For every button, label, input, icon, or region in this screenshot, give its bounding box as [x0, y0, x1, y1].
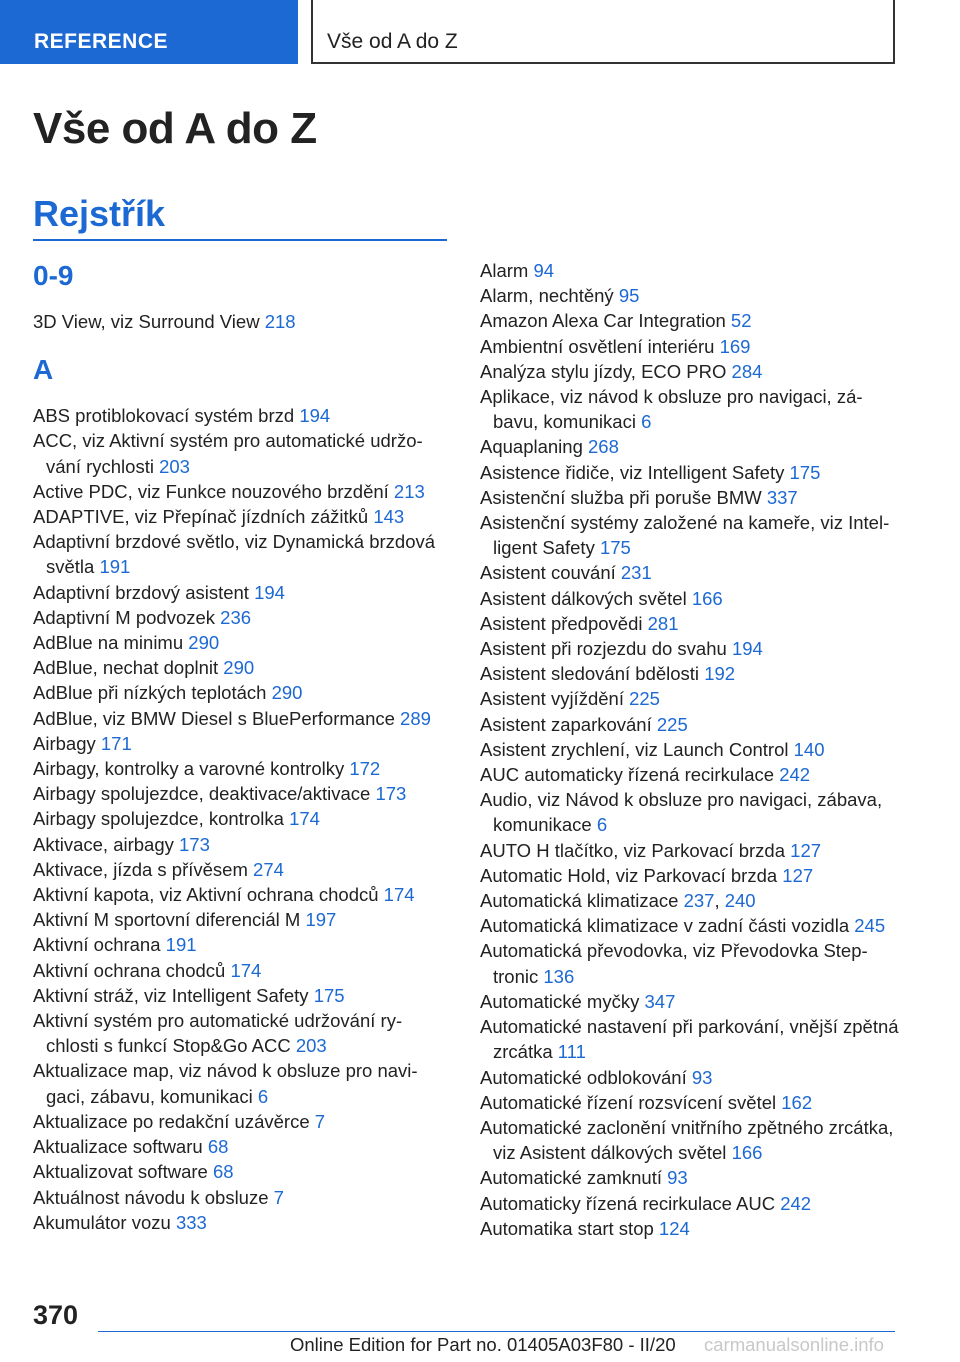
index-entry — [33, 832, 447, 857]
index-entry — [480, 258, 900, 283]
page-link[interactable]: 347 — [644, 990, 676, 1012]
page-link[interactable]: 192 — [704, 663, 736, 685]
index-entry — [480, 510, 900, 560]
index-entry — [480, 611, 900, 636]
index-entry — [33, 630, 447, 655]
index-entry — [480, 1191, 900, 1216]
index-entry — [480, 938, 900, 988]
index-entry — [33, 756, 447, 781]
index-entry — [33, 1109, 447, 1134]
entry-term: Aktivní M sportovní diferenciál M — [33, 909, 306, 931]
index-entry — [33, 403, 447, 428]
page-link[interactable]: 281 — [647, 612, 679, 634]
entry-term: Automatické zamknutí — [480, 1167, 668, 1189]
entry-term: Aktualizace map, viz návod k obsluze pro navigaci, zábavu, komunikaci — [33, 1060, 418, 1107]
page-link[interactable]: 6 — [641, 411, 652, 433]
page-link[interactable]: 93 — [667, 1167, 688, 1189]
index-entry — [33, 882, 447, 907]
index-entry — [33, 706, 447, 731]
page-link[interactable]: 127 — [782, 864, 814, 886]
entry-term: Asistent dálkových světel — [480, 587, 692, 609]
page-link[interactable]: 172 — [349, 758, 381, 780]
entry-term: Asistent při rozjezdu do svahu — [480, 638, 732, 660]
entry-term: 3D View, viz Surround View — [33, 311, 265, 332]
page-link[interactable]: 68 — [212, 1161, 234, 1183]
page-link[interactable]: 290 — [188, 632, 220, 654]
entry-term: Asistent couvání — [480, 562, 621, 584]
index-entry — [480, 283, 900, 308]
page-link[interactable]: 191 — [99, 556, 131, 578]
page-link[interactable]: 111 — [557, 1041, 586, 1063]
page-link[interactable]: 166 — [731, 1142, 763, 1164]
entry-term: Airbagy spolujezdce, deaktivace/aktivace — [33, 783, 376, 805]
index-subtitle: Rejstřík — [33, 193, 166, 234]
entry-term: Automatické odblokování — [480, 1066, 692, 1088]
page-link[interactable]: 240 — [724, 890, 756, 912]
entry-term: Audio, viz Návod k obsluze pro navigaci, zábava, komunikace — [480, 789, 883, 836]
page-link[interactable]: 6 — [257, 1085, 269, 1107]
entry-term: Aktualizace softwaru — [33, 1136, 208, 1158]
page-link[interactable]: 52 — [730, 310, 752, 332]
page-link[interactable]: 174 — [230, 959, 262, 981]
page-separator: , — [714, 890, 725, 912]
index-entry — [480, 308, 900, 333]
entry-term: Adaptivní M podvozek — [33, 606, 221, 628]
index-entry — [480, 1165, 900, 1190]
page-link[interactable]: 203 — [295, 1035, 327, 1057]
entry-term: Asistent zrychlení, viz Launch Control — [480, 738, 794, 760]
entry-term: Asistenční systémy založené na kameře, viz Intelligent Safety — [480, 512, 890, 559]
entry-term: Automatika start stop — [480, 1217, 659, 1239]
letter-heading-0-9: 0-9 — [33, 260, 74, 291]
index-entry — [480, 1216, 900, 1241]
index-entry — [480, 636, 900, 661]
page-link[interactable]: 136 — [543, 965, 575, 987]
entry-term: Aktivní systém pro automatické udržování rychlosti s funkcí Stop&Go ACC — [33, 1010, 403, 1057]
entry-term: Automatická klimatizace v zadní části vozidla — [480, 915, 855, 937]
page-number: 370 — [33, 1300, 79, 1330]
index-entry — [480, 460, 900, 485]
page-link[interactable]: 171 — [100, 732, 132, 754]
entry-term: Aquaplaning — [480, 436, 589, 458]
index-entry — [33, 309, 447, 334]
entry-term: Asistent vyjíždění — [480, 688, 630, 710]
page-title: Vše od A do Z — [33, 104, 317, 153]
page-link[interactable]: 127 — [790, 839, 822, 861]
page-link[interactable]: 124 — [658, 1217, 690, 1239]
index-entry — [480, 1115, 900, 1165]
entry-term: Aktualizovat software — [33, 1161, 213, 1183]
entry-term: AdBlue, viz BMW Diesel s BluePerformance — [33, 707, 401, 729]
entry-term: Adaptivní brzdový asistent — [33, 581, 255, 603]
page-link[interactable]: 203 — [159, 455, 190, 477]
page-link[interactable]: 93 — [691, 1066, 713, 1088]
index-entry — [480, 661, 900, 686]
entry-term: Automatické zaclonění vnitřního zpětného zrcátka, viz Asistent dálkových světel — [480, 1116, 894, 1164]
index-entry — [480, 863, 900, 888]
entry-term: Analýza stylu jízdy, ECO PRO — [480, 360, 732, 382]
entry-term: Airbagy, kontrolky a varovné kontrolky — [33, 758, 350, 780]
page-link[interactable]: 166 — [691, 587, 723, 609]
entry-term: AUC automaticky řízená recirkulace — [480, 764, 780, 786]
page-link[interactable]: 245 — [854, 915, 886, 937]
entry-term: Adaptivní brzdové světlo, viz Dynamická brzdová světla — [33, 531, 436, 578]
page-link[interactable]: 173 — [179, 833, 210, 855]
entry-term: Automatic Hold, viz Parkovací brzda — [480, 864, 783, 886]
watermark: carmanualsonline.info — [700, 1334, 960, 1362]
index-entry — [480, 838, 900, 863]
page-link[interactable]: 231 — [620, 562, 652, 584]
page-link[interactable]: 284 — [731, 360, 763, 382]
page-link[interactable]: 95 — [618, 285, 640, 307]
page-link[interactable]: 175 — [789, 461, 821, 483]
entry-term: Aktivní ochrana — [33, 934, 166, 956]
index-entry — [33, 580, 447, 605]
index-entry — [33, 781, 447, 806]
index-entry — [480, 1065, 900, 1090]
page-link[interactable]: 143 — [373, 506, 405, 528]
page-link[interactable]: 169 — [719, 335, 751, 357]
entry-term: Asistent předpovědi — [480, 612, 648, 634]
index-entry — [480, 888, 900, 913]
page-link[interactable]: 290 — [223, 657, 255, 679]
page-link[interactable]: 174 — [383, 884, 415, 906]
entry-term: AdBlue, nechat doplnit — [33, 657, 224, 679]
entry-term: ACC, viz Aktivní systém pro automatické udržování rychlosti — [33, 430, 423, 477]
entry-term: Akumulátor vozu — [33, 1211, 176, 1233]
page-link[interactable]: 290 — [271, 682, 303, 704]
page-link[interactable]: 7 — [273, 1186, 284, 1208]
index-entry — [33, 605, 447, 630]
page-link[interactable]: 268 — [588, 436, 619, 458]
page-link[interactable]: 274 — [253, 858, 284, 880]
page-link[interactable]: 225 — [629, 688, 660, 710]
entry-term: Automaticky řízená recirkulace AUC — [480, 1192, 781, 1214]
page-link[interactable]: 225 — [656, 713, 688, 735]
page-link[interactable]: 175 — [313, 984, 345, 1006]
index-entry — [480, 686, 900, 711]
page-link[interactable]: 6 — [596, 814, 608, 836]
entry-term: Asistence řidiče, viz Intelligent Safety — [480, 461, 790, 483]
entry-term: Aktuálnost návodu k obsluze — [33, 1186, 274, 1208]
index-entry — [480, 1014, 900, 1064]
index-entry — [480, 560, 900, 585]
edition-note: Online Edition for Part no. 01405A03F80 - II/20 — [290, 1334, 676, 1355]
index-entry — [33, 731, 447, 756]
index-entry — [33, 1058, 447, 1108]
entry-term: Aktualizace po redakční uzávěrce — [33, 1110, 315, 1132]
index-entry — [33, 428, 447, 478]
index-entry — [33, 655, 447, 680]
page-link[interactable]: 7 — [314, 1110, 326, 1132]
page-link[interactable]: 213 — [393, 480, 425, 502]
page-link[interactable]: 237 — [683, 890, 715, 912]
index-entry — [33, 983, 447, 1008]
page-link[interactable]: 68 — [207, 1136, 229, 1158]
index-entry — [33, 907, 447, 932]
index-entry — [480, 334, 900, 359]
title-rule — [33, 239, 447, 241]
letter-heading-a: A — [33, 354, 54, 386]
entry-term: Asistent zaparkování — [480, 713, 657, 735]
page-link[interactable]: 236 — [220, 606, 252, 628]
index-entry — [33, 1210, 447, 1235]
index-entry — [480, 384, 900, 434]
index-entry — [480, 485, 900, 510]
entry-term: ABS protiblokovací systém brzd — [33, 405, 300, 427]
entry-term: Aktivní stráž, viz Intelligent Safety — [33, 984, 314, 1006]
index-entry — [480, 1090, 900, 1115]
index-column-right — [480, 258, 900, 1241]
index-entry — [480, 989, 900, 1014]
page-link[interactable]: 191 — [165, 934, 197, 956]
footer-rule — [98, 1331, 895, 1332]
page-link[interactable]: 218 — [264, 311, 296, 332]
index-entry — [33, 479, 447, 504]
entry-term: Aktivace, airbagy — [33, 833, 180, 855]
entry-term: Automatické myčky — [480, 990, 645, 1012]
page-link[interactable]: 175 — [599, 537, 631, 559]
page-link[interactable]: 162 — [781, 1091, 813, 1113]
index-entry — [33, 932, 447, 957]
page-link[interactable]: 194 — [299, 405, 331, 427]
index-entry — [33, 1134, 447, 1159]
index-entry — [480, 913, 900, 938]
page-link[interactable]: 333 — [175, 1211, 207, 1233]
index-entry — [480, 359, 900, 384]
page-link[interactable]: 174 — [289, 808, 320, 830]
entry-term: AdBlue na minimu — [33, 632, 189, 654]
entry-term: Aktivní ochrana chodců — [33, 959, 231, 981]
index-entry — [33, 1185, 447, 1210]
page-link[interactable]: 94 — [533, 260, 555, 281]
entry-list-a — [33, 403, 447, 1235]
entry-term: Airbagy spolujezdce, kontrolka — [33, 808, 290, 830]
entry-term: AUTO H tlačítko, viz Parkovací brzda — [480, 839, 791, 861]
entry-term: Automatická převodovka, viz Převodovka Steptronic — [480, 940, 868, 987]
page-link[interactable]: 242 — [779, 764, 811, 786]
index-entry — [33, 1159, 447, 1184]
index-entry — [33, 504, 447, 529]
index-entry — [480, 434, 900, 459]
index-entry — [33, 1008, 447, 1058]
entry-term: Aplikace, viz návod k obsluze pro navigaci, zábavu, komunikaci — [480, 386, 863, 433]
page-link[interactable]: 289 — [400, 707, 431, 729]
page-link[interactable]: 242 — [780, 1192, 812, 1214]
entry-term: Aktivace, jízda s přívěsem — [33, 858, 254, 880]
entry-term: Amazon Alexa Car Integration — [480, 310, 731, 332]
entry-term: Alarm — [480, 260, 534, 281]
index-entry — [33, 806, 447, 831]
index-entry — [33, 958, 447, 983]
entry-list-a-continued — [480, 258, 900, 1241]
index-entry — [480, 737, 900, 762]
chapter-tab: Vše od A do Z — [311, 0, 895, 64]
entry-term: Automatické nastavení při parkování, vnější zpětná zrcátka — [480, 1016, 899, 1063]
entry-term: Aktivní kapota, viz Aktivní ochrana chodců — [33, 884, 384, 906]
entry-term: Airbagy — [33, 732, 101, 754]
index-entry — [480, 787, 900, 837]
entry-term: Automatické řízení rozsvícení světel — [480, 1091, 782, 1113]
entry-term: Alarm, nechtěný — [480, 285, 619, 307]
index-entry — [480, 712, 900, 737]
index-entry — [33, 857, 447, 882]
entry-list-0-9 — [33, 309, 447, 334]
index-column-left — [33, 258, 447, 1235]
page-link[interactable]: 194 — [731, 638, 763, 660]
index-entry — [33, 680, 447, 705]
page-link[interactable]: 194 — [254, 581, 285, 603]
page-link[interactable]: 173 — [375, 783, 407, 805]
entry-term: Asistenční služba při poruše BMW — [480, 486, 767, 508]
entry-term: AdBlue při nízkých teplotách — [33, 682, 272, 704]
entry-term: ADAPTIVE, viz Přepínač jízdních zážitků — [33, 506, 374, 528]
section-tab[interactable]: REFERENCE — [0, 0, 298, 64]
page-link[interactable]: 197 — [305, 909, 337, 931]
page-link[interactable]: 337 — [766, 486, 798, 508]
entry-term: Ambientní osvětlení interiéru — [480, 335, 720, 357]
entry-term: Active PDC, viz Funkce nouzového brzdění — [33, 480, 394, 502]
entry-term: Asistent sledování bdělosti — [480, 663, 705, 685]
index-entry — [480, 762, 900, 787]
index-entry — [480, 586, 900, 611]
entry-term: Automatická klimatizace — [480, 890, 684, 912]
page-link[interactable]: 140 — [793, 738, 825, 760]
index-entry — [33, 529, 447, 579]
